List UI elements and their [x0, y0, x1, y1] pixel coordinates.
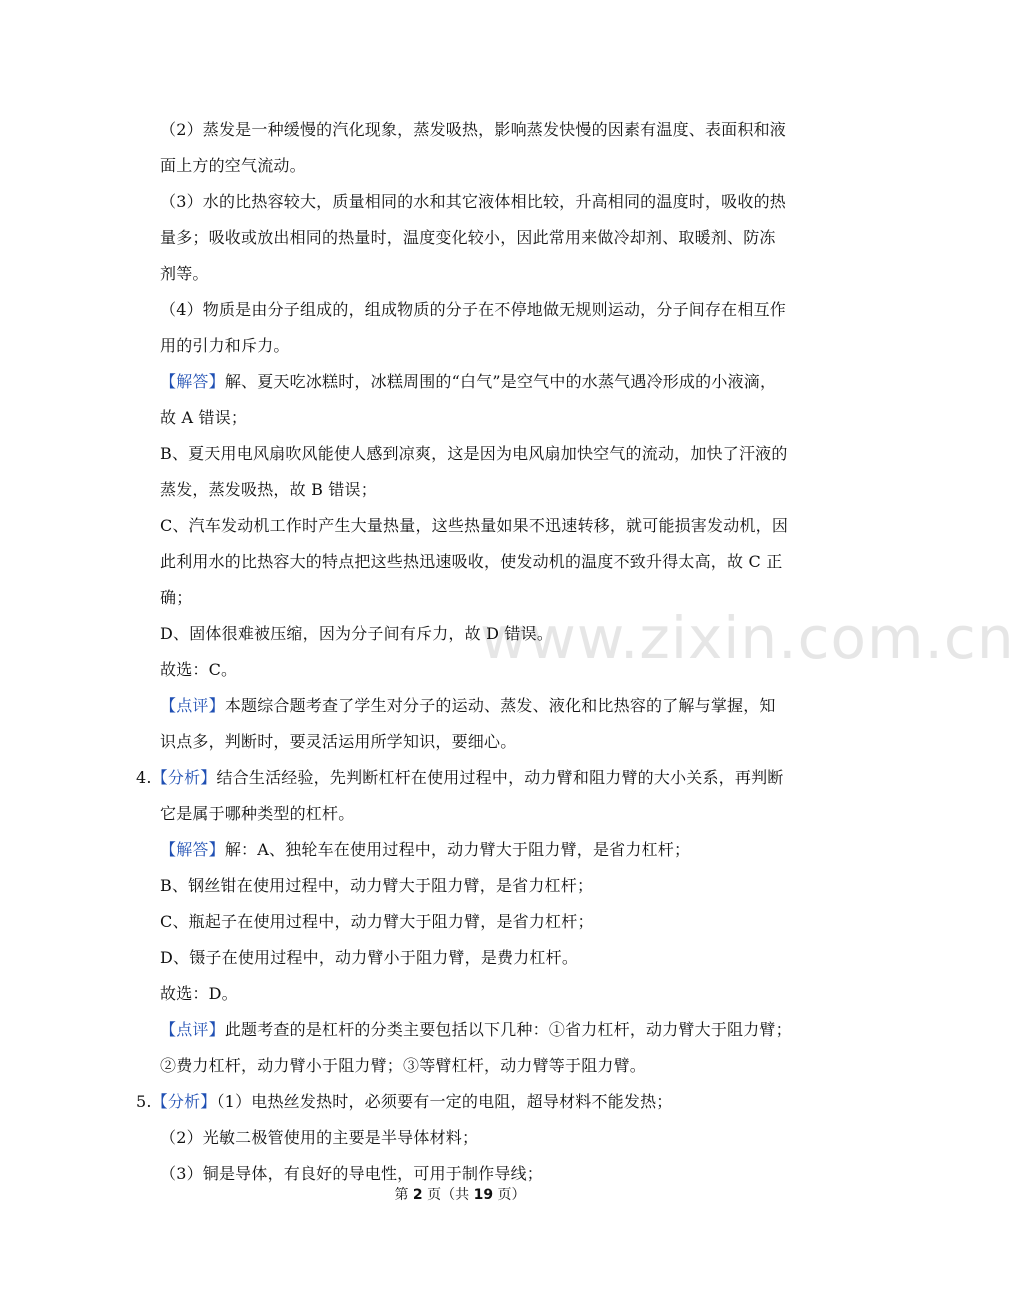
text-line: （3）铜是导体，有良好的导电性，可用于制作导线；	[160, 1164, 543, 1183]
text-line: 故 A 错误；	[160, 408, 248, 427]
text-line: C、汽车发动机工作时产生大量热量，这些热量如果不迅速转移，就可能损害发动机，因	[160, 516, 789, 535]
text-line: 量多；吸收或放出相同的热量时，温度变化较小，因此常用来做冷却剂、取暖剂、防冻	[160, 228, 776, 247]
question-4-analysis: 4.【分析】结合生活经验，先判断杠杆在使用过程中，动力臂和阻力臂的大小关系，再判断	[136, 768, 784, 787]
text-line: 确；	[160, 588, 193, 607]
text-line: 故选：C。	[160, 660, 238, 679]
text-line: （2）蒸发是一种缓慢的汽化现象，蒸发吸热，影响蒸发快慢的因素有温度、表面积和液	[160, 120, 786, 139]
text-line: B、夏天用电风扇吹风能使人感到凉爽，这是因为电风扇加快空气的流动，加快了汗液的	[160, 444, 788, 463]
text-line: 故选：D。	[160, 984, 238, 1003]
text-line: 蒸发，蒸发吸热，故 B 错误；	[160, 480, 377, 499]
text-line: ②费力杠杆，动力臂小于阻力臂；③等臂杠杆，动力臂等于阻力臂。	[160, 1056, 647, 1075]
text-line: （2）光敏二极管使用的主要是半导体材料；	[160, 1128, 479, 1147]
text-line: 它是属于哪种类型的杠杆。	[160, 804, 355, 823]
text-line: D、固体很难被压缩，因为分子间有斥力，故 D 错误。	[160, 624, 554, 643]
analysis-tag: 【分析】	[151, 768, 217, 787]
solution-tag: 【解答】	[160, 372, 225, 391]
text-line: D、镊子在使用过程中，动力臂小于阻力臂，是费力杠杆。	[160, 948, 579, 967]
text-line: C、瓶起子在使用过程中，动力臂大于阻力臂，是省力杠杆；	[160, 912, 594, 931]
watermark: www.zixin.com.cn	[480, 604, 1015, 672]
page-footer: 第 2 页（共 19 页）	[394, 1187, 526, 1203]
text-line: （4）物质是由分子组成的，组成物质的分子在不停地做无规则运动，分子间存在相互作	[160, 300, 786, 319]
text-line: （3）水的比热容较大，质量相同的水和其它液体相比较，升高相同的温度时，吸收的热	[160, 192, 786, 211]
comment-line: 【点评】此题考查的是杠杆的分类主要包括以下几种：①省力杠杆，动力臂大于阻力臂；	[160, 1020, 792, 1039]
analysis-tag: 【分析】	[151, 1092, 217, 1111]
solution-line: 【解答】解、夏天吃冰糕时，冰糕周围的“白气”是空气中的水蒸气遇冷形成的小液滴，	[160, 372, 777, 391]
text-line: B、钢丝钳在使用过程中，动力臂大于阻力臂，是省力杠杆；	[160, 876, 594, 895]
text-line: 识点多，判断时，要灵活运用所学知识，要细心。	[160, 732, 517, 751]
question-5-analysis: 5.【分析】（1）电热丝发热时，必须要有一定的电阻，超导材料不能发热；	[136, 1092, 673, 1111]
question-number: 5.	[136, 1092, 152, 1111]
text-line: 用的引力和斥力。	[160, 336, 290, 355]
comment-line: 【点评】本题综合题考查了学生对分子的运动、蒸发、液化和比热容的了解与掌握，知	[160, 696, 776, 715]
comment-tag: 【点评】	[160, 696, 225, 715]
solution-tag: 【解答】	[160, 840, 225, 859]
question-number: 4.	[136, 768, 152, 787]
text-line: 此利用水的比热容大的特点把这些热迅速吸收，使发动机的温度不致升得太高，故 C 正	[160, 552, 783, 571]
solution-line: 【解答】解：A、独轮车在使用过程中，动力臂大于阻力臂，是省力杠杆；	[160, 840, 691, 859]
comment-tag: 【点评】	[160, 1020, 225, 1039]
text-line: 面上方的空气流动。	[160, 156, 306, 175]
current-page-number: 2	[412, 1187, 423, 1203]
text-line: 剂等。	[160, 264, 209, 283]
total-pages: 19	[473, 1187, 494, 1203]
